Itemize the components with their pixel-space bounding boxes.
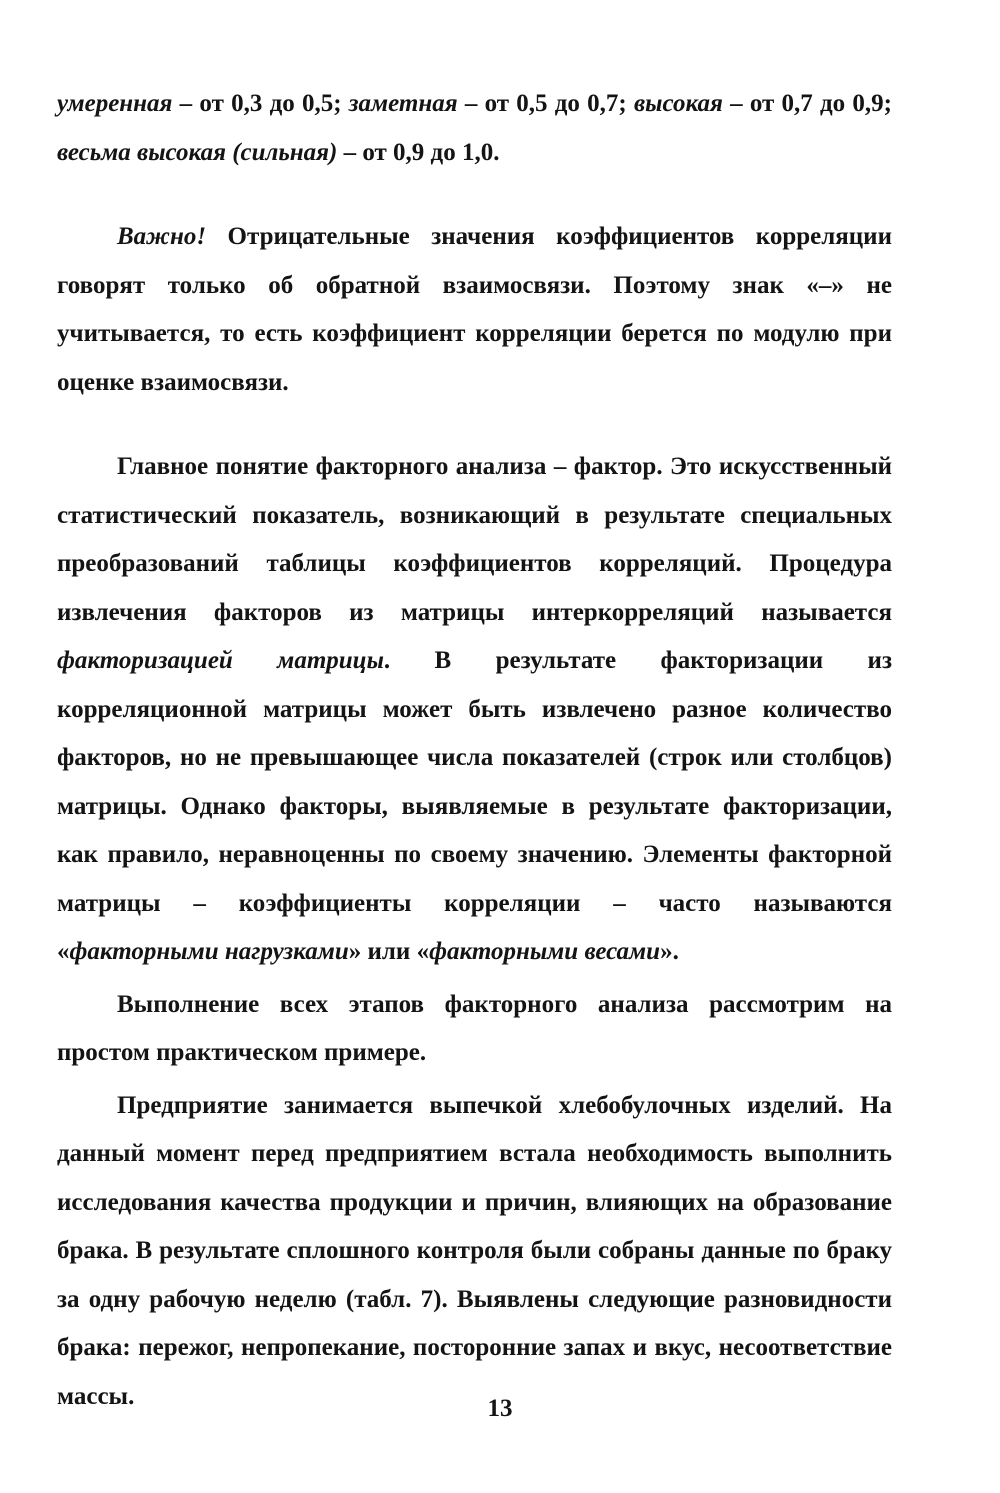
paragraph-factor-concept: [57, 443, 892, 977]
range-high: – от 0,7 до 0,9;: [722, 90, 892, 117]
term-matrix-factorization: факторизацией матрицы: [57, 647, 384, 674]
page-body: [57, 80, 892, 1421]
factor-text-4: ».: [660, 938, 679, 965]
paragraph-correlation-scale: [57, 80, 892, 177]
factor-text-2: . В результате факторизации из корреляционной матрицы может быть извлечено разное количество факторов, но не превышающее числа показателей (строк или столбцов) матрицы. Однако факторы, выявляемые в результате факторизации, как правило, неравноценны по своему значению. Элементы факторной матрицы – коэффициенты корреляции – часто называются «: [57, 647, 892, 965]
paragraph-example-intro: Выполнение всех этапов факторного анализа рассмотрим на простом практическом примере.: [57, 990, 892, 1066]
important-label: Важно!: [117, 223, 207, 250]
factor-text-1: Главное понятие факторного анализа – фактор. Это искусственный статистический показатель, возникающий в результате специальных преобразований таблицы коэффициентов корреляций. Процедура извлечения факторов из матрицы интеркорреляций называется: [57, 453, 892, 626]
range-noticeable: – от 0,5 до 0,7;: [457, 90, 634, 117]
page-number: 13: [487, 1395, 513, 1422]
term-factor-loadings: факторными нагрузками: [69, 938, 349, 965]
term-factor-weights: факторными весами: [429, 938, 661, 965]
term-noticeable: заметная: [348, 90, 458, 117]
range-very-high: – от 0,9 до 1,0.: [337, 138, 500, 166]
factor-text-3: » или «: [348, 938, 430, 965]
term-moderate: умеренная: [57, 90, 173, 117]
range-moderate: – от 0,3 до 0,5;: [172, 90, 349, 117]
important-text: Отрицательные значения коэффициентов корреляции говорят только об обратной взаимосвязи. Поэтому знак «–» не учитывается, то есть коэффициент корреляции берется по модулю при оценке взаимосвязи.: [57, 223, 892, 396]
paragraph-important-note: [57, 213, 892, 407]
term-high: высокая: [633, 90, 723, 117]
term-very-high: весьма высокая (сильная): [57, 138, 338, 166]
paragraph-bakery-example: Предприятие занимается выпечкой хлебобулочных изделий. На данный момент перед предприятием встала необходимость выполнить исследования качества продукции и причин, влияющих на образование брака. В результате сплошного контроля были собраны данные по браку за одну рабочую неделю (табл. 7). Выявлены следующие разновидности брака: пережог, непропекание, посторонние запах и вкус, несоответствие массы.: [57, 1091, 892, 1410]
